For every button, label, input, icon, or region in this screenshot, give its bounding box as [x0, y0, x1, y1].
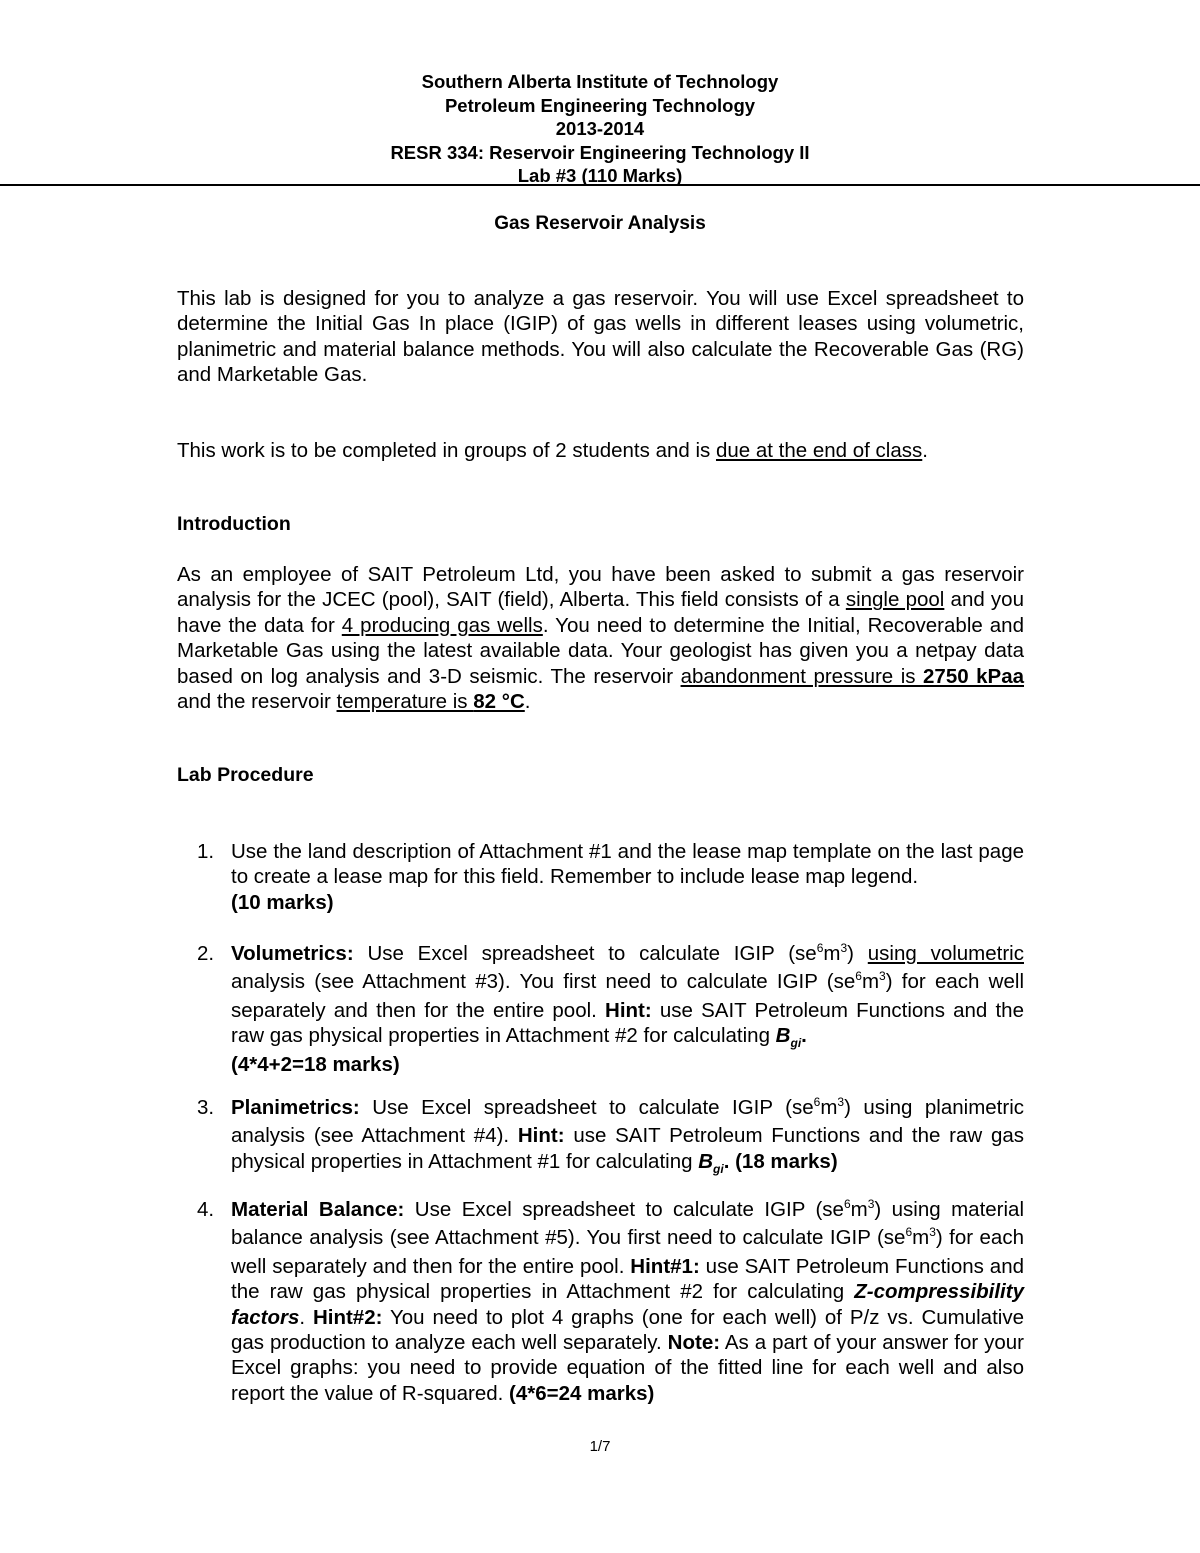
document-title: Gas Reservoir Analysis — [494, 213, 706, 234]
introduction-paragraph: As an employee of SAIT Petroleum Ltd, you have been asked to submit a gas reservoir analysis for the JCEC (pool), SAIT (field), Alberta. This field consists of a single pool and you have the data for 4 producing gas wells. You need to determine the Initial, Recoverable and Marketable Gas using the latest available data. Your geologist has given you a netpay data based on log analysis and 3-D seismic. The reservoir abandonment pressure is 2750 kPaa and the reservoir temperature is 82 °C. — [177, 563, 1024, 714]
header-lab: Lab #3 (110 Marks) — [517, 165, 683, 186]
header-program: Petroleum Engineering Technology — [444, 95, 756, 116]
page-number: 1/7 — [589, 1438, 611, 1455]
document-page: Southern Alberta Institute of Technology Petroleum Engineering Technology 2013-2014 RESR 334: Reservoir Engineering Technology II Lab #3 (110 Marks) Gas Reservoir Analysis This lab is designed for you to analyze a gas reservoir. You will use Excel spreadsheet to determine the Initial Gas In place (IGIP) of gas wells in different leases using volumetric, planimetric and material balance methods. You will also calculate the Recoverable Gas (RG) and Marketable Gas. This work is to be completed in groups of 2 students and is due at the end of class. Introduction As an employee of SAIT Petroleum Ltd, you have been asked to submit a gas reservoir analysis for the JCEC (pool), SAIT (field), Alberta. This field consists of a single pool and you have the data for 4 producing gas wells. You need to determine the Initial, Recoverable and Marketable Gas using the latest available data. Your geologist has given you a netpay data based on log analysis and 3-D seismic. The reservoir abandonment pressure is 2750 kPaa and the reservoir temperature is 82 °C. Lab Procedure 1. Use the land description of Attachment #1 and the lease map template on the last page to create a lease map for this field. Remember to include lease map legend. (10 marks) 2. Volumetrics: Use Excel spreadsheet to calculate IGIP $(se^6m^3)$ using volumetric analysis (see Attachment #3). You first need to calculate IGIP $(se^6m^3)$ for each well separately and then for the entire pool. Hint: use SAIT Petroleum Functions and the raw gas physical properties in Attachment #2 for calculating $B_{gi}$. (4*4+2=18 marks) 3. Planimetrics: Use Excel spreadsheet to calculate IGIP $(se^6m^3)$ using planimetric analysis (see Attachment #4). Hint: use SAIT Petroleum Functions and the raw gas physical properties in Attachment #1 for calculating $B_{gi}$. (18 marks) 4. Material Balance: Use Excel spreadsheet to calculate IGIP $(se^6m^3)$ using material balance analysis (see Attachment #5). You first need to calculate IGIP $(se^6m^3)$ for each well separately and then for the entire pool. Hint#1: use SAIT Petroleum Functions and the raw gas physical properties in Attachment #2 for calculating Z-compressibility factors. Hint#2: You need to plot 4 graphs (one for each well) of P/z vs. Cumulative gas production to analyze each well separately. Note: As a part of your answer for your Excel graphs: you need to provide equation of the fitted line for each well and also report the value of R-squared. (4*6=24 marks) 1/7 — [0, 0, 1200, 1553]
abandonment-pressure: 2750 kPaa — [923, 664, 1024, 688]
header-divider — [0, 184, 1200, 186]
header-year: 2013-2014 — [555, 118, 645, 139]
procedure-heading: Lab Procedure — [177, 764, 314, 786]
reservoir-temperature: 82 °C — [473, 690, 525, 714]
deadline-text: due at the end of class — [715, 439, 923, 462]
header-institute: Southern Alberta Institute of Technology — [421, 71, 779, 92]
header-course: RESR 334: Reservoir Engineering Technology II — [390, 142, 810, 163]
intro-paragraph: This lab is designed for you to analyze a gas reservoir. You will use Excel spreadsheet to determine the Initial Gas In place (IGIP) of gas wells in different leases using volumetric, planimetric and material balance methods. You will also calculate the Recoverable Gas (RG) and Marketable Gas. — [177, 287, 1024, 387]
group-paragraph: This work is to be completed in groups of 2 students and is due at the end of class. — [177, 439, 928, 462]
introduction-heading: Introduction — [177, 513, 291, 535]
